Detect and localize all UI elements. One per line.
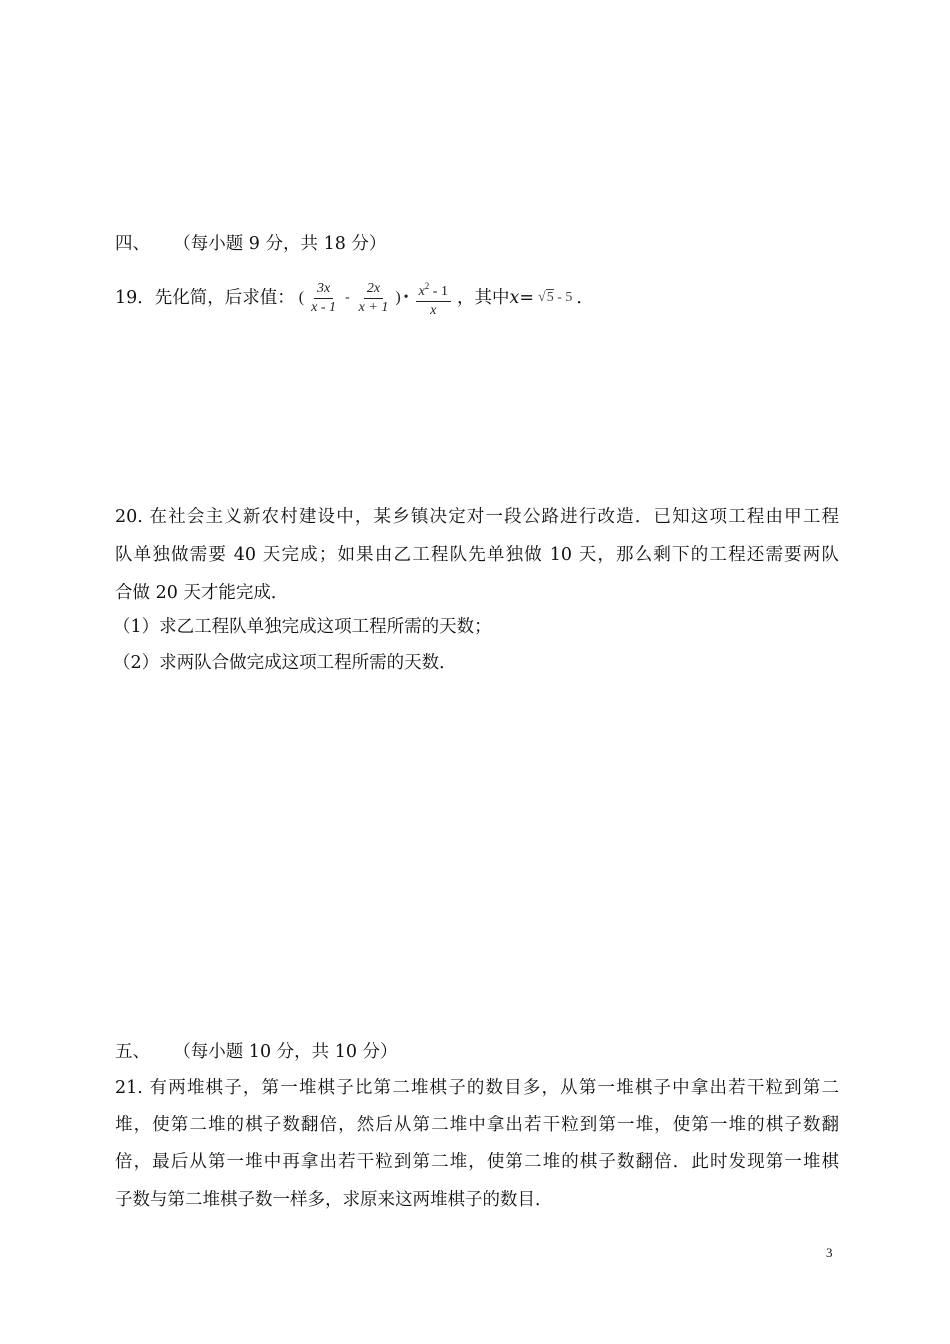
- question-19-condition-text: ，其中: [456, 288, 510, 308]
- page-number: 3: [826, 1245, 833, 1260]
- sentence-end: ．: [576, 288, 594, 308]
- fraction-denominator: x + 1: [358, 299, 389, 315]
- section-four-number: 四、: [115, 234, 150, 254]
- right-paren: ): [395, 289, 401, 306]
- question-21-line-4: 子数与第二堆棋子数一样多，求原来这两堆棋子的数目．: [115, 1190, 553, 1210]
- fraction-denominator: x: [430, 302, 437, 318]
- multiply-dot: •: [403, 290, 409, 305]
- question-21-line-2: 堆，使第二堆的棋子数翻倍，然后从第二堆中拿出若干粒到第一堆，使第一堆的棋子数翻: [115, 1115, 839, 1135]
- simplify-expression: [299, 279, 455, 318]
- question-20-line-1: 20. 在社会主义新农村建设中，某乡镇决定对一段公路进行改造．已知这项工程由甲工程: [115, 507, 839, 527]
- fraction-numerator: [416, 279, 451, 302]
- radicand: 5: [546, 290, 554, 305]
- fraction-denominator: x - 1: [311, 299, 336, 315]
- section-four-score-note: （每小题 9 分，共 18 分）: [182, 234, 387, 254]
- fraction-x-squared-minus-1-over-x: [416, 279, 451, 318]
- question-19: [115, 278, 839, 318]
- question-20-line-2: 队单独做需要 40 天完成；如果由乙工程队先单独做 10 天，那么剩下的工程还需要两队: [115, 545, 839, 565]
- sqrt-rest: - 5: [553, 290, 573, 305]
- radical-icon: √: [538, 290, 546, 305]
- fraction-3x-over-x-minus-1: [308, 282, 339, 315]
- question-21-line-3: 倍，最后从第一堆中再拿出若干粒到第二堆，使第二堆的棋子数翻倍．此时发现第一堆棋: [115, 1152, 839, 1172]
- equals-sign: =: [519, 288, 535, 308]
- section-five-number: 五、: [115, 1042, 150, 1062]
- left-paren: (: [298, 289, 305, 306]
- question-20-part-1: （1）求乙工程队单独完成这项工程所需的天数；: [113, 617, 492, 637]
- question-21-line-1: 21. 有两堆棋子，第一堆棋子比第二堆棋子的数目多，从第一堆棋子中拿出若干粒到第二: [115, 1078, 839, 1098]
- question-20-part-2: （2）求两队合做完成这项工程所需的天数．: [113, 653, 457, 673]
- minus-operator: -: [345, 290, 350, 305]
- section-five-heading: [115, 1040, 839, 1064]
- numerator-rest: - 1: [429, 283, 448, 299]
- sqrt-five-minus-five: [538, 286, 572, 310]
- section-five-score-note: （每小题 10 分，共 10 分）: [182, 1042, 398, 1062]
- fraction-2x-over-x-plus-1: [356, 282, 392, 315]
- numerator-base: x: [418, 283, 425, 299]
- question-20-line-3: 合做 20 天才能完成．: [115, 583, 289, 603]
- variable-x: x: [509, 288, 520, 308]
- numerator-exponent: 2: [424, 280, 430, 291]
- fraction-numerator: 3x: [314, 282, 333, 299]
- question-19-label: 19．先化简，后求值：: [115, 288, 295, 308]
- fraction-numerator: 2x: [364, 282, 383, 299]
- section-four-heading: [115, 232, 839, 256]
